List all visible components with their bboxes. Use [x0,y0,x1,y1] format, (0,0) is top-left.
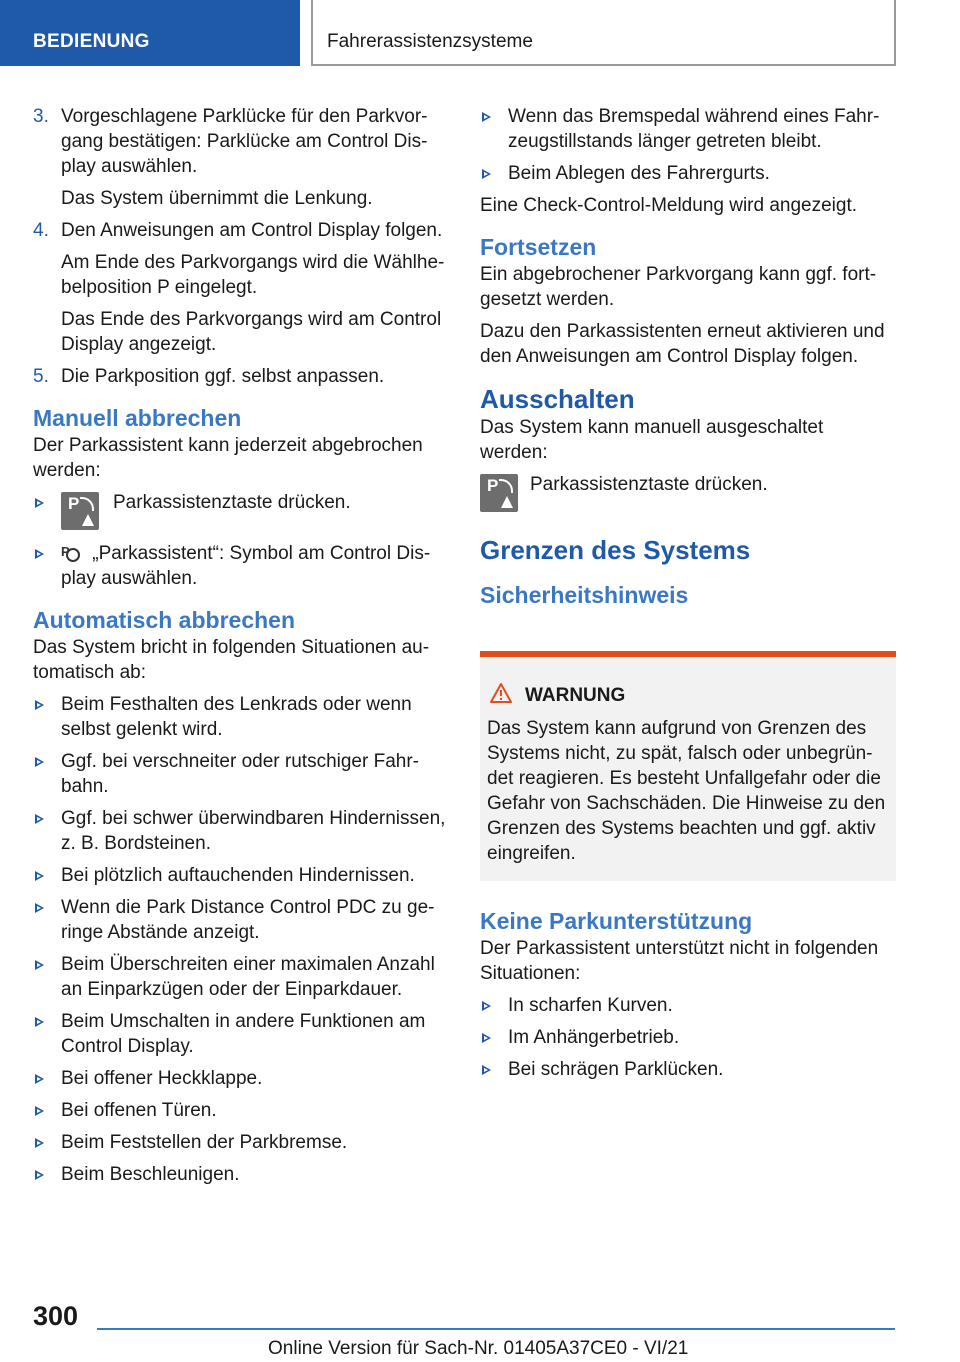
bullet-triangle-icon [35,1017,44,1027]
system-limits-heading: Grenzen des Systems [480,535,751,565]
header-chapter-title: Fahrerassistenzsysteme [327,31,533,52]
no-support-intro: Der Parkassistent unterstützt nicht in folgenden Situationen: [480,938,879,984]
bullet-triangle-icon [35,903,44,913]
bullet-triangle-icon [482,1001,491,1011]
bullet-triangle-icon [482,1065,491,1075]
warning-triangle-icon [490,683,512,703]
step-5 [33,364,448,389]
switch-off-text: Das System kann manuell ausgeschaltet werden: [480,417,824,463]
resume-heading: Fortsetzen [480,234,597,260]
bullet-triangle-icon [35,960,44,970]
page-number: 300 [33,1301,79,1331]
step-number: 5. [33,366,49,387]
step-number: 4. [33,220,49,241]
bullet-triangle-icon [35,498,44,508]
bullet-triangle-icon [482,1033,491,1043]
auto-cancel-heading: Automatisch abbrechen [33,607,295,633]
list-item: Beim Überschreiten einer maximalen Anzahl an Einparkzügen oder der Einparkdauer. [33,952,448,1002]
footer-text: Online Version für Sach-Nr. 01405A37CE0 - VI/21 [268,1338,689,1359]
list-item: Bei schrägen Parklücken. [480,1057,896,1082]
step-number: 3. [33,106,49,127]
auto-cancel-list [33,692,448,1187]
list-item: Ggf. bei verschneiter oder rutschiger Fahrbahn. [33,749,448,799]
switch-off-picto-row [480,472,896,516]
step-4 [33,218,448,243]
list-item: Wenn das Bremspedal während eines Fahrzeugstillstands länger getreten bleibt. [480,104,896,154]
resume-text-2: Dazu den Parkassistenten erneut aktivieren und den Anweisungen am Control Display folgen. [480,321,885,367]
footer-divider [97,1328,895,1330]
manual-cancel-heading: Manuell abbrechen [33,405,242,431]
list-item: Bei offenen Türen. [33,1098,448,1123]
step-3 [33,104,448,179]
bullet-triangle-icon [35,1106,44,1116]
no-support-heading: Keine Parkunterstützung [480,908,753,934]
header-section-tab [0,0,300,66]
check-control-message: Eine Check-Control-Meldung wird angezeigt. [480,195,858,216]
safety-note-heading: Sicherheitshinweis [480,582,689,608]
step-3-continuation: Das System übernimmt die Lenkung. [61,188,373,209]
step-4-continuation-1: Am Ende des Parkvorgangs wird die Wählhebelposition P eingelegt. [61,252,445,298]
header-section-title: BEDIENUNG [33,31,150,52]
list-item: In scharfen Kurven. [480,993,896,1018]
list-item: Beim Ablegen des Fahrergurts. [480,161,896,186]
bullet-text: „Parkassistent“: Symbol am Control Display auswählen. [61,543,431,589]
list-item: Wenn die Park Distance Control PDC zu geringe Abstände anzeigt. [33,895,448,945]
bullet-triangle-icon [482,112,491,122]
warning-text: Das System kann aufgrund von Grenzen des Systems nicht, zu spät, falsch oder unbegründet reagieren. Es besteht Unfallgefahr oder die Gefahr von Sachschäden. Die Hinweise zu den Grenzen des Systems beachten und ggf. aktiv eingreifen. [487,718,886,864]
switch-off-heading: Ausschalten [480,384,635,414]
park-assist-button-icon: P [61,492,99,530]
step-text: Den Anweisungen am Control Display folgen. [61,220,443,241]
bullet-triangle-icon [35,549,44,559]
bullet-triangle-icon [35,1074,44,1084]
warning-title: WARNUNG [487,683,888,708]
list-item: Ggf. bei schwer überwindbaren Hindernissen, z. B. Bordsteinen. [33,806,448,856]
list-item: Beim Beschleunigen. [33,1162,448,1187]
manual-bullet-2 [33,541,448,591]
manual-cancel-intro: Der Parkassistent kann jederzeit abgebrochen werden: [33,435,423,481]
auto-cancel-intro: Das System bricht in folgenden Situationen automatisch ab: [33,637,430,683]
bullet-triangle-icon [35,700,44,710]
step-text: Vorgeschlagene Parklücke für den Parkvorgang bestätigen: Parklücke am Control Display auswählen. [61,106,428,177]
list-item: Beim Feststellen der Parkbremse. [33,1130,448,1155]
right-column [480,104,896,610]
step-text: Die Parkposition ggf. selbst anpassen. [61,366,385,387]
list-item: Bei offener Heckklappe. [33,1066,448,1091]
list-item: Bei plötzlich auftauchenden Hindernissen. [33,863,448,888]
header-chapter-box [311,0,896,66]
bullet-triangle-icon [35,757,44,767]
step-4-continuation-2: Das Ende des Parkvorgangs wird am Control Display angezeigt. [61,309,442,355]
bullet-triangle-icon [35,1170,44,1180]
bullet-text: Parkassistenztaste drücken. [113,492,351,513]
bullet-triangle-icon [35,871,44,881]
park-assist-button-icon: P [480,474,518,512]
picto-text: Parkassistenztaste drücken. [530,474,768,495]
list-item: Im Anhängerbetrieb. [480,1025,896,1050]
bullet-triangle-icon [482,169,491,179]
warning-box [480,651,896,881]
left-column [33,104,448,1194]
manual-bullet-1 [33,490,448,534]
park-assistant-symbol-icon: P [61,542,79,562]
list-item: Beim Umschalten in andere Funktionen am Control Display. [33,1009,448,1059]
list-item: Beim Festhalten des Lenkrads oder wenn selbst gelenkt wird. [33,692,448,742]
resume-text-1: Ein abgebrochener Parkvorgang kann ggf. fortgesetzt werden. [480,264,877,310]
bullet-triangle-icon [35,814,44,824]
right-column-lower [480,906,896,1089]
bullet-triangle-icon [35,1138,44,1148]
